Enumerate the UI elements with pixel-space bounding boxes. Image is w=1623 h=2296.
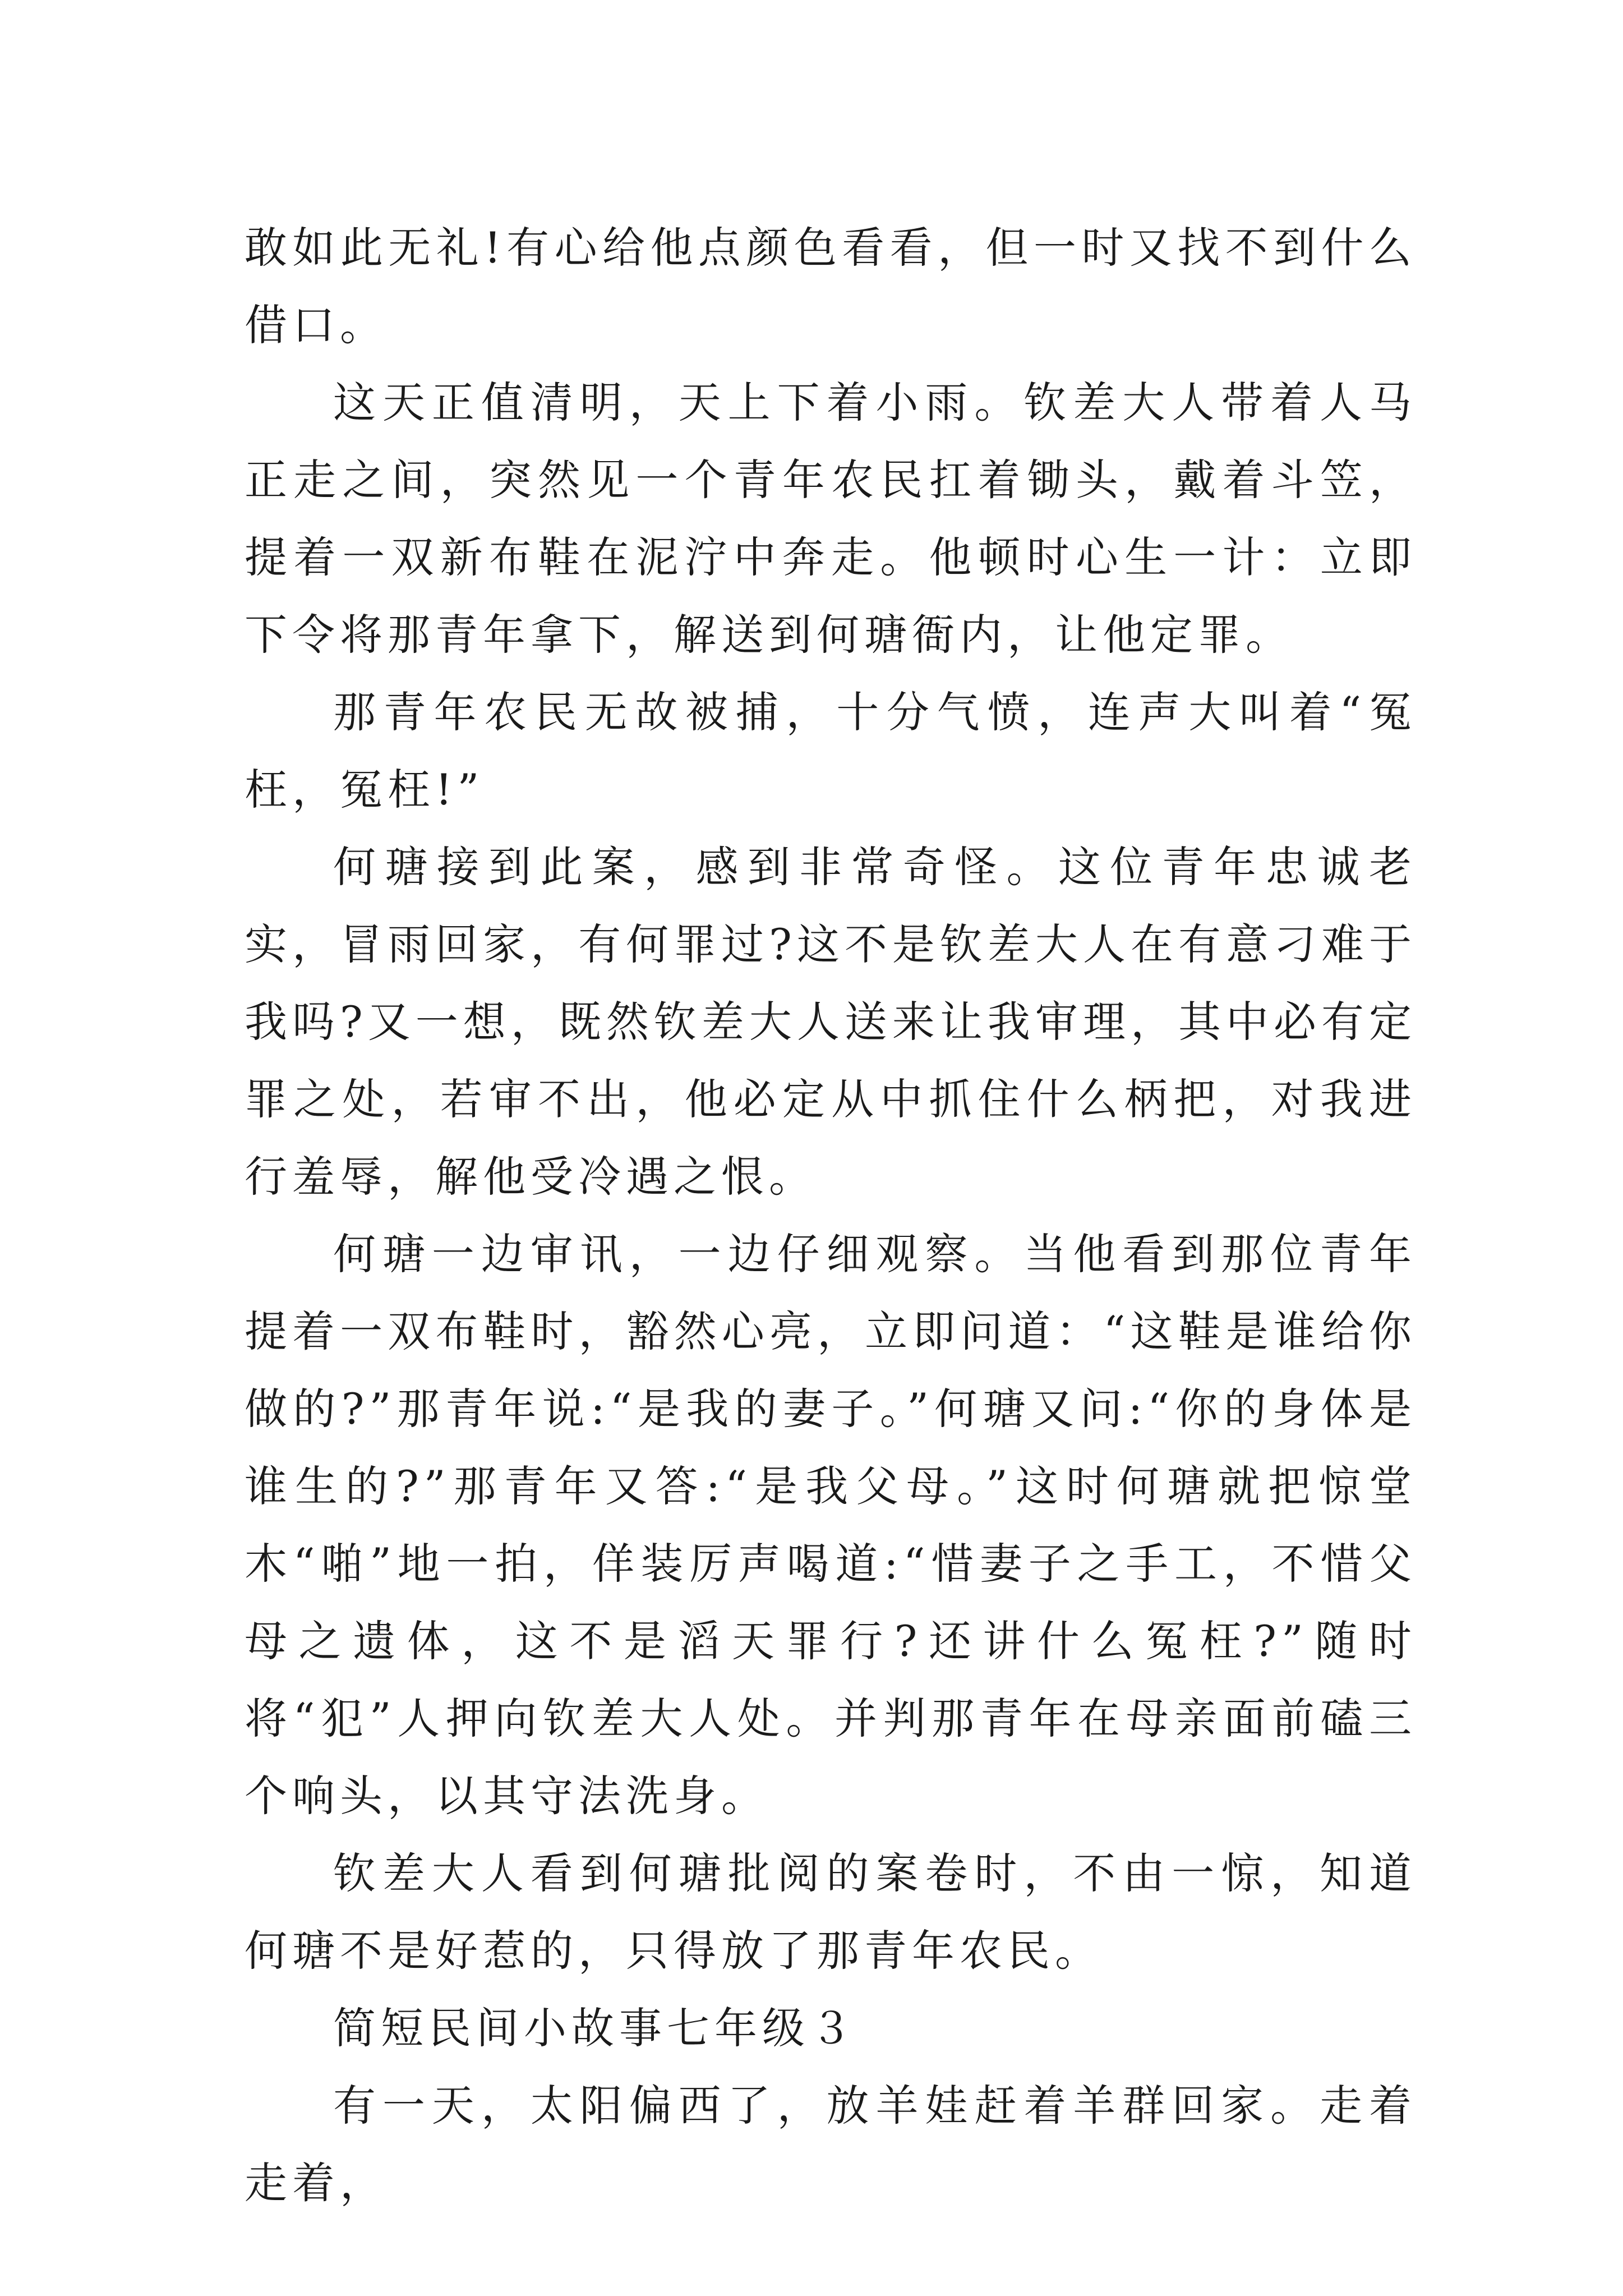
paragraph-1: 敢如此无礼!有心给他点颜色看看，但一时又找不到什么借口。 xyxy=(245,223,1417,350)
paragraph-4: 何瑭接到此案，感到非常奇怪。这位青年忠诚老实，冒雨回家，有何罪过?这不是钦差大人在有意刁难于我吗?又一想，既然钦差大人送来让我审理，其中必有定罪之处，若审不出，他必定从中抓住什么柄把，对我进行羞辱，解他受冷遇之恨。 xyxy=(245,842,1417,1202)
paragraph-7: 有一天，太阳偏西了，放羊娃赶着羊群回家。走着走着， xyxy=(245,2081,1417,2208)
story-text xyxy=(245,209,1417,2222)
paragraph-2: 这天正值清明，天上下着小雨。钦差大人带着人马正走之间，突然见一个青年农民扛着锄头，戴着斗笠，提着一双新布鞋在泥泞中奔走。他顿时心生一计：立即下令将那青年拿下，解送到何瑭衙内，让他定罪。 xyxy=(245,378,1417,660)
paragraph-6: 钦差大人看到何瑭批阅的案卷时，不由一惊，知道何瑭不是好惹的，只得放了那青年农民。 xyxy=(245,1848,1417,1976)
paragraph-5: 何瑭一边审讯，一边仔细观察。当他看到那位青年提着一双布鞋时，豁然心亮，立即问道：“这鞋是谁给你做的?”那青年说:“是我的妻子。”何瑭又问:“你的身体是谁生的?”那青年又答:“是我父母。”这时何瑭就把惊堂木“啪”地一拍，佯装厉声喝道:“惜妻子之手工，不惜父母之遗体，这不是滔天罪行?还讲什么冤枉?”随时将“犯”人押向钦差大人处。并判那青年在母亲面前磕三个响头，以其守法洗身。 xyxy=(245,1229,1417,1821)
section-heading: 简短民间小故事七年级３ xyxy=(333,2003,857,2053)
paragraph-3: 那青年农民无故被捕，十分气愤，连声大叫着“冤枉，冤枉!” xyxy=(245,687,1417,815)
